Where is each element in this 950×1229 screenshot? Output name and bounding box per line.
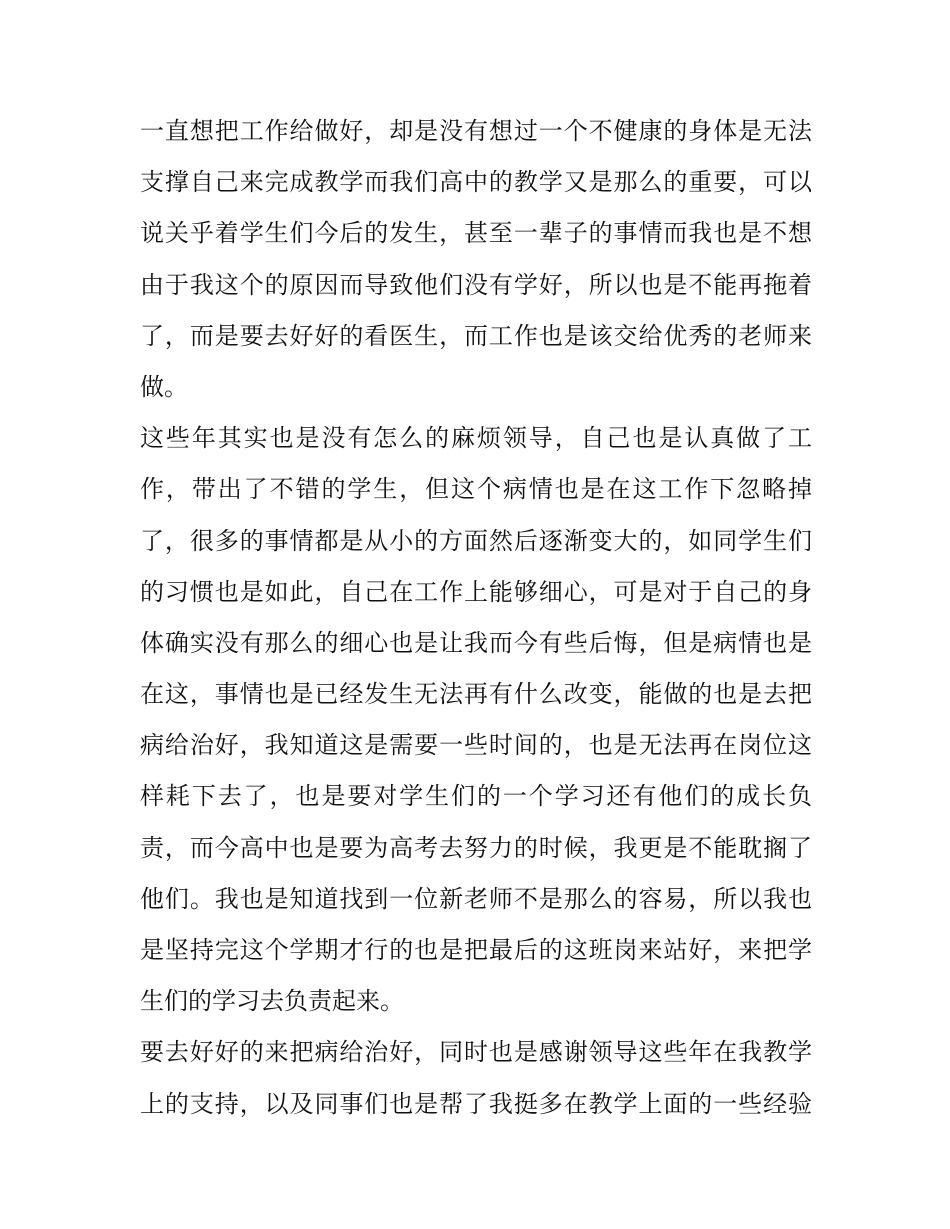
text-line: 支撑自己来完成教学而我们高中的教学又是那么的重要，可以	[140, 168, 812, 197]
text-line: 他们。我也是知道找到一位新老师不是那么的容易，所以我也	[140, 884, 812, 913]
text-line: 了，很多的事情都是从小的方面然后逐渐变大的，如同学生们	[140, 526, 812, 555]
text-line: 责，而今高中也是要为高考去努力的时候，我更是不能耽搁了	[140, 833, 812, 862]
text-line: 这些年其实也是没有怎么的麻烦领导，自己也是认真做了工	[140, 424, 812, 453]
text-line: 体确实没有那么的细心也是让我而今有些后悔，但是病情也是	[140, 628, 812, 657]
text-line: 样耗下去了，也是要对学生们的一个学习还有他们的成长负	[140, 782, 812, 811]
text-line: 由于我这个的原因而导致他们没有学好，所以也是不能再拖着	[140, 270, 812, 299]
text-line: 了，而是要去好好的看医生，而工作也是该交给优秀的老师来	[140, 321, 812, 350]
paragraph-2	[140, 413, 812, 1027]
text-line: 在这，事情也是已经发生无法再有什么改变，能做的也是去把	[140, 680, 812, 709]
paragraph-3	[140, 1027, 812, 1129]
text-line: 作，带出了不错的学生，但这个病情也是在这工作下忽略掉	[140, 475, 812, 504]
text-line: 上的支持，以及同事们也是帮了我挺多在教学上面的一些经验	[140, 1089, 812, 1118]
text-line: 是坚持完这个学期才行的也是把最后的这班岗来站好，来把学	[140, 936, 812, 964]
paragraph-1	[140, 106, 812, 413]
text-line: 一直想把工作给做好，却是没有想过一个不健康的身体是无法	[140, 117, 812, 145]
document-body	[140, 106, 812, 1130]
text-line: 的习惯也是如此，自己在工作上能够细心，可是对于自己的身	[140, 577, 812, 606]
text-line: 生们的学习去负责起来。	[140, 987, 404, 1016]
text-line: 说关乎着学生们今后的发生，甚至一辈子的事情而我也是不想	[140, 219, 812, 248]
text-line: 病给治好，我知道这是需要一些时间的，也是无法再在岗位这	[140, 731, 812, 760]
text-line: 做。	[140, 372, 188, 401]
text-line: 要去好好的来把病给治好，同时也是感谢领导这些年在我教学	[140, 1038, 812, 1067]
